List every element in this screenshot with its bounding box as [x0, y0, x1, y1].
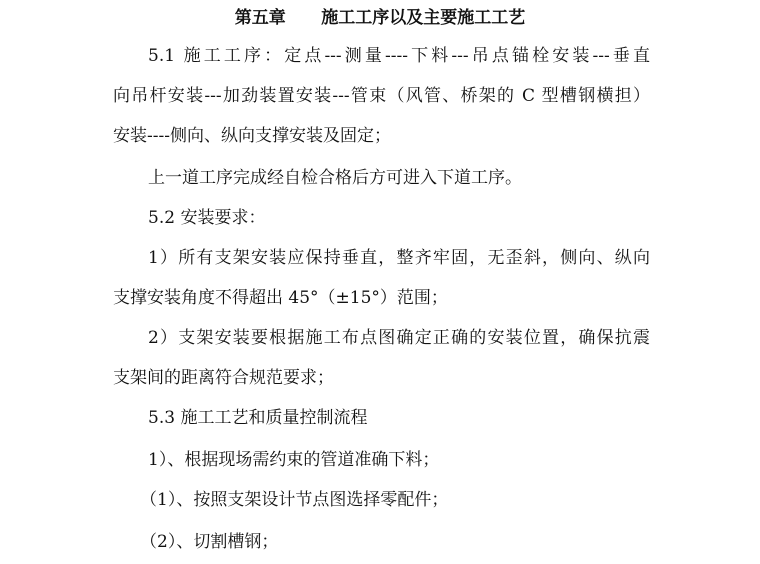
paragraph-line: 安装----侧向、纵向支撑安装及固定；: [113, 126, 391, 146]
section-heading: 5.2 安装要求：: [148, 208, 266, 228]
paragraph-line: 支架间的距离符合规范要求；: [113, 368, 334, 388]
paragraph-line: （2）、切割槽钢；: [140, 532, 279, 552]
paragraph-line: （1）、按照支架设计节点图选择零配件；: [140, 490, 449, 510]
paragraph-line: 2）支架安装要根据施工布点图确定正确的安装位置，确保抗震: [148, 328, 650, 348]
paragraph-line: 上一道工序完成经自检合格后方可进入下道工序。: [148, 168, 522, 188]
paragraph-line: 1）、根据现场需约束的管道准确下料；: [148, 450, 440, 470]
chapter-title: 第五章 施工工序以及主要施工工艺: [234, 8, 526, 28]
paragraph-line: 支撑安装角度不得超出 45°（±15°）范围；: [113, 288, 448, 308]
paragraph-line: 1）所有支架安装应保持垂直，整齐牢固，无歪斜，侧向、纵向: [148, 248, 650, 268]
paragraph-line: 向吊杆安装---加劲装置安装---管束（风管、桥架的 C 型槽钢横担）: [113, 86, 650, 106]
paragraph-line: 5.1 施工工序：定点---测量----下料---吊点锚栓安装---垂直: [148, 46, 650, 66]
section-heading: 5.3 施工工艺和质量控制流程: [148, 408, 368, 428]
